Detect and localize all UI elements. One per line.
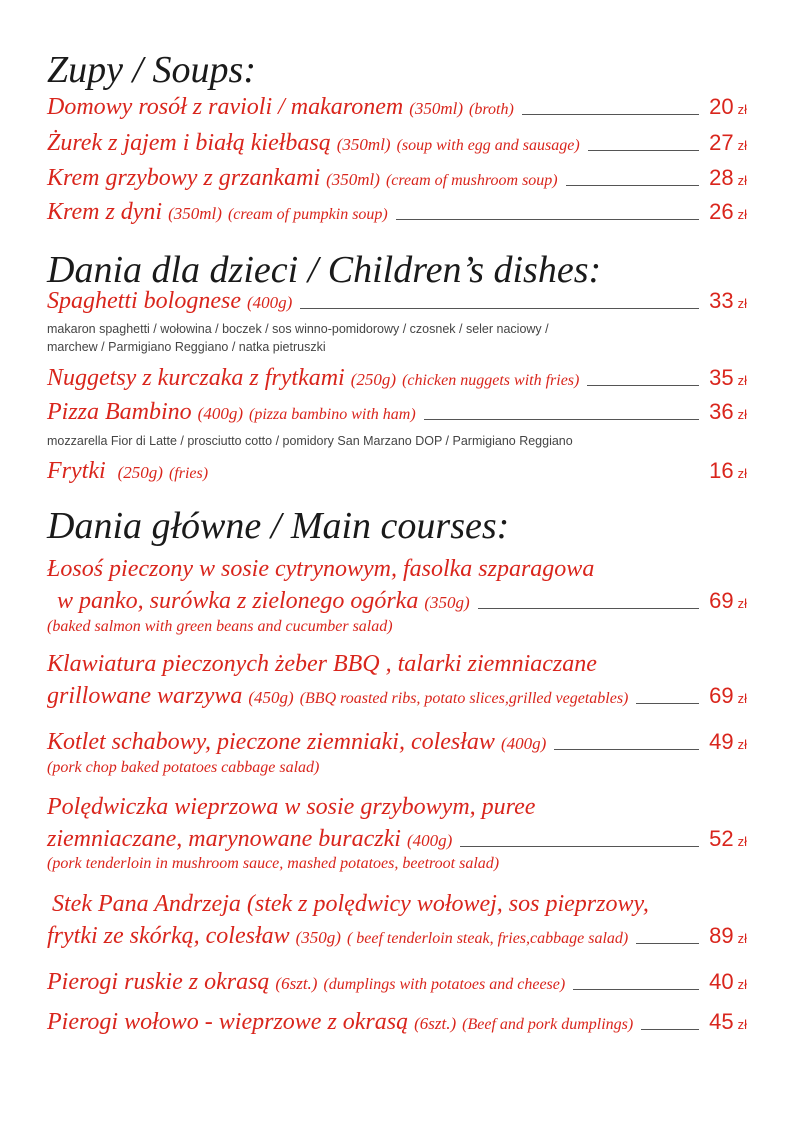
price: 40 zł (709, 969, 747, 994)
dish-name: Krem z dyni (350ml) (cream of pumpkin soup) (47, 199, 388, 225)
dish-name: Pierogi wołowo - wieprzowe z okrasą (6szt.) (Beef and pork dumplings) (47, 1009, 634, 1035)
price: 35 zł (709, 365, 747, 390)
ingredients-line: mozzarella Fior di Latte / prosciutto cotto / pomidory San Marzano DOP / Parmigiano Reggiano (47, 434, 573, 448)
section-title-soups: Zupy / Soups: (47, 49, 256, 91)
menu-item (47, 920, 747, 952)
leader-line (396, 219, 699, 220)
menu-item (47, 127, 747, 159)
leader-line (636, 703, 699, 704)
leader-line (636, 943, 699, 944)
dish-name: Nuggetsy z kurczaka z frytkami (250g) (chicken nuggets with fries) (47, 365, 580, 391)
menu-item (57, 585, 747, 617)
leader-line (460, 846, 699, 847)
ingredients (47, 320, 747, 356)
dish-name-line: Klawiatura pieczonych żeber BBQ , talarki ziemniaczane (47, 651, 597, 677)
price: 69 zł (709, 588, 747, 613)
dish-name: ziemniaczane, marynowane buraczki (400g) (47, 826, 453, 852)
dish-name: Pierogi ruskie z okrasą (6szt.) (dumplings with potatoes and cheese) (47, 969, 566, 995)
menu-item (47, 726, 747, 758)
menu-item (47, 91, 747, 123)
price: 20 zł (709, 94, 747, 119)
leader-line (424, 419, 699, 420)
leader-line (554, 749, 699, 750)
dish-name: Spaghetti bolognese (400g) (47, 288, 293, 314)
price: 28 zł (709, 165, 747, 190)
leader-line (641, 1029, 699, 1030)
dish-name: Frytki (250g) (fries) (47, 458, 209, 484)
leader-line (587, 385, 699, 386)
menu-item (47, 823, 747, 855)
dish-name: Krem grzybowy z grzankami (350ml) (cream of mushroom soup) (47, 165, 558, 191)
dish-name: Kotlet schabowy, pieczone ziemniaki, colesław (400g) (47, 729, 547, 755)
menu-item (47, 966, 747, 998)
ingredients (47, 432, 747, 450)
menu-item (47, 680, 747, 712)
menu-item (47, 396, 747, 428)
menu-item (47, 162, 747, 194)
menu-item (47, 285, 747, 317)
price: 27 zł (709, 130, 747, 155)
dish-name: Żurek z jajem i białą kiełbasą (350ml) (soup with egg and sausage) (47, 130, 580, 156)
price: 89 zł (709, 923, 747, 948)
price: 16 zł (709, 458, 747, 483)
price: 26 zł (709, 199, 747, 224)
dish-name: grillowane warzywa (450g) (BBQ roasted ribs, potato slices,grilled vegetables) (47, 683, 629, 709)
price: 69 zł (709, 683, 747, 708)
leader-line (478, 608, 699, 609)
menu-item (47, 455, 747, 487)
dish-name: frytki ze skórką, colesław (350g) ( beef tenderloin steak, fries,cabbage salad) (47, 923, 629, 949)
price: 33 zł (709, 288, 747, 313)
menu-item (47, 362, 747, 394)
dish-name-line: Stek Pana Andrzeja (stek z polędwicy wołowej, sos pieprzowy, (52, 891, 649, 917)
dish-translation: (pork tenderloin in mushroom sauce, mashed potatoes, beetroot salad) (47, 855, 500, 872)
dish-translation: (baked salmon with green beans and cucumber salad) (47, 618, 393, 635)
menu-item (47, 196, 747, 228)
dish-name: w panko, surówka z zielonego ogórka (350g) (57, 588, 470, 614)
leader-line (573, 989, 699, 990)
price: 45 zł (709, 1009, 747, 1034)
ingredients-line: marchew / Parmigiano Reggiano / natka pietruszki (47, 340, 326, 354)
dish-name: Pizza Bambino (400g) (pizza bambino with ham) (47, 399, 416, 425)
ingredients-line: makaron spaghetti / wołowina / boczek / sos winno-pomidorowy / czosnek / seler naciowy / (47, 322, 549, 336)
section-title-children: Dania dla dzieci / Children’s dishes: (47, 249, 602, 291)
price: 36 zł (709, 399, 747, 424)
dish-name-line: Polędwiczka wieprzowa w sosie grzybowym, puree (47, 794, 536, 820)
section-title-main: Dania główne / Main courses: (47, 505, 510, 547)
dish-translation: (pork chop baked potatoes cabbage salad) (47, 759, 320, 776)
leader-line (588, 150, 699, 151)
price: 52 zł (709, 826, 747, 851)
leader-line (566, 185, 700, 186)
leader-line (522, 114, 699, 115)
dish-name: Domowy rosół z ravioli / makaronem (350ml) (broth) (47, 94, 514, 120)
dish-name-line: Łosoś pieczony w sosie cytrynowym, fasolka szparagowa (47, 556, 595, 582)
leader-line (300, 308, 699, 309)
menu-item (47, 1006, 747, 1038)
price: 49 zł (709, 729, 747, 754)
